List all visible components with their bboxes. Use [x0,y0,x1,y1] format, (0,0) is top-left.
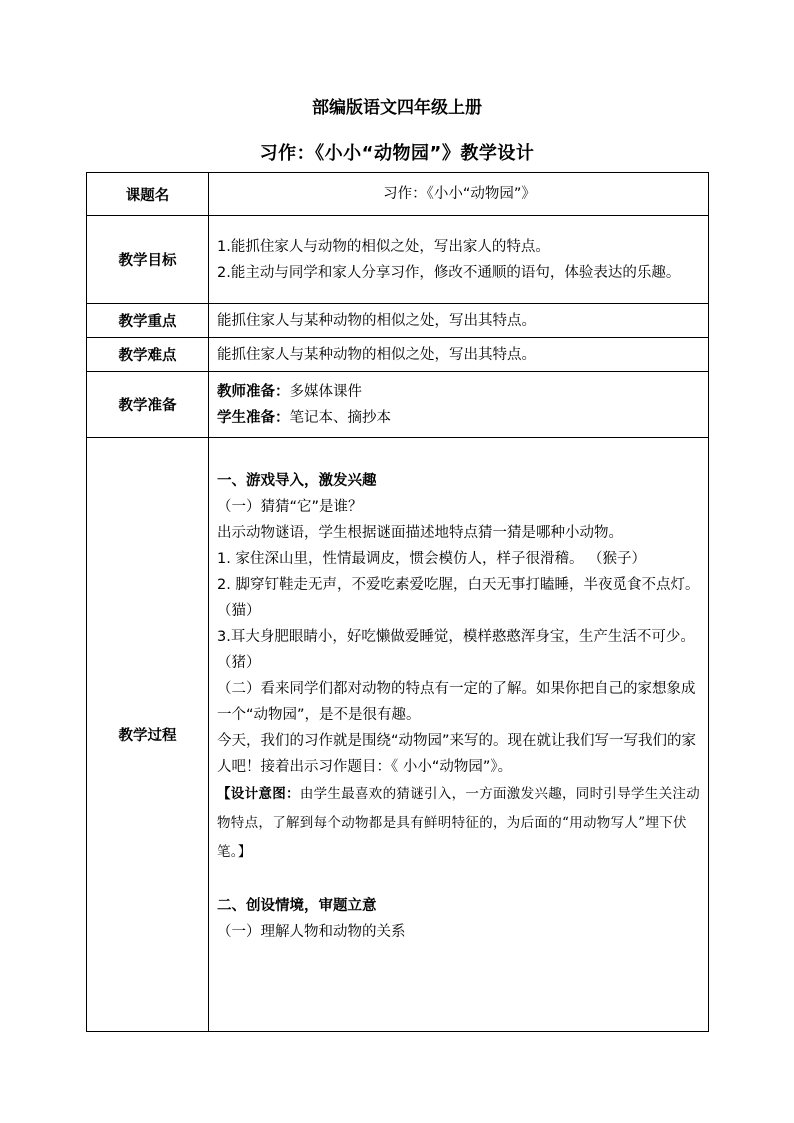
design-intent-text: 由学生最喜欢的猜谜引入，一方面激发兴趣，同时引导学生关注动物特点，了解到每个动物都是具有鲜明特征的，为后面的“用动物写人”埋下伏笔。】 [217,786,701,860]
table-row-process [87,438,709,1032]
focus-value: 能抓住家人与某种动物的相似之处，写出其特点。 [209,304,709,338]
goals-label: 教学目标 [87,216,209,304]
blank-line [217,867,702,893]
difficulty-label: 教学难点 [87,338,209,372]
riddle-1: 1. 家住深山里，性情最调皮，惯会模仿人，样子很滑稽。 （猴子） [217,551,647,567]
topic-value: 习作：《小小“动物园”》 [209,173,709,216]
process-label: 教学过程 [87,438,209,1032]
table-row-goals [87,216,709,304]
process-part3: （一）理解人物和动物的关系 [217,924,406,940]
section2-title: 二、创设情境，审题立意 [217,898,377,914]
teacher-prep-value: 多媒体课件 [289,383,362,400]
process-part1: （一）猜猜“它”是谁？ [217,499,363,515]
process-value [209,438,709,1032]
lesson-plan-table [86,172,709,1032]
riddle-3: 3.耳大身肥眼睛小，好吃懒做爱睡觉，模样憨憨浑身宝，生产生活不可少。 （猪） [217,629,695,671]
document-subtitle: 习作：《小小“动物园”》教学设计 [259,143,535,164]
goals-value [209,216,709,304]
riddle-2: 2. 脚穿钉鞋走无声，不爱吃素爱吃腥，白天无事打瞌睡，半夜觅食不点灯。 （猫） [217,577,700,619]
table-row-difficulty [87,338,709,372]
teacher-prep-label: 教师准备： [217,383,290,400]
topic-label: 课题名 [87,173,209,216]
table-row-focus [87,304,709,338]
student-prep-label: 学生准备： [217,409,290,426]
process-today: 今天，我们的习作就是围绕“动物园”来写的。现在就让我们写一写我们的家人吧！接着出示习作题目：《 小小“动物园”》。 [217,733,697,775]
focus-label: 教学重点 [87,304,209,338]
difficulty-value: 能抓住家人与某种动物的相似之处，写出其特点。 [209,338,709,372]
section1-title: 一、游戏导入，激发兴趣 [217,473,377,489]
table-row-prep [87,372,709,438]
prep-label: 教学准备 [87,372,209,438]
process-part2: （二）看来同学们都对动物的特点有一定的了解。如果你把自己的家想象成一个“动物园”，是不是很有趣。 [217,681,696,723]
table-row-topic [87,173,709,216]
design-intent-label: 【设计意图： [217,786,300,802]
goal-item-2: 2.能主动与同学和家人分享习作，修改不通顺的语句，体验表达的乐趣。 [217,264,681,281]
design-intent-note [217,780,702,867]
student-prep-value: 笔记本、摘抄本 [289,409,391,426]
process-intro: 出示动物谜语，学生根据谜面描述地特点猜一猜是哪种小动物。 [217,525,623,541]
document-title: 部编版语文四年级上册 [312,98,482,118]
student-prep [217,405,702,431]
goal-item-1: 1.能抓住家人与动物的相似之处，写出家人的特点。 [217,238,550,255]
teacher-prep [217,379,702,405]
prep-value [209,372,709,438]
